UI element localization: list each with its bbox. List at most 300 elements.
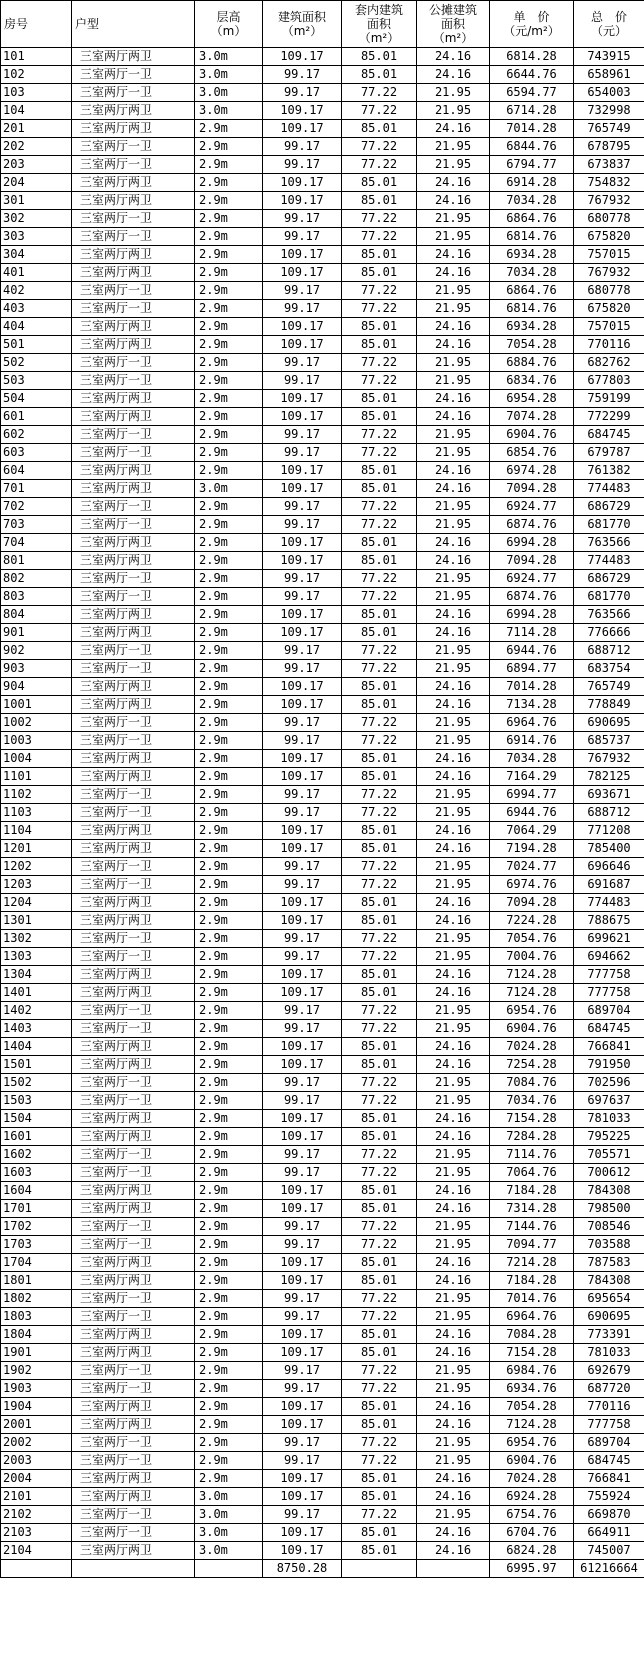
building-area-cell: 109.17 <box>263 966 342 984</box>
table-row <box>1 408 644 426</box>
table-row <box>1 1056 644 1074</box>
inner-area-cell: 85.01 <box>342 1056 417 1074</box>
total-price-cell: 682762 <box>574 354 644 372</box>
type-cell: 三室两厅两卫 <box>72 1272 195 1290</box>
building-area-cell: 99.17 <box>263 372 342 390</box>
inner-area-cell: 85.01 <box>342 462 417 480</box>
room-cell: 1601 <box>1 1128 72 1146</box>
building-area-cell: 99.17 <box>263 498 342 516</box>
table-row <box>1 1398 644 1416</box>
inner-area-cell: 77.22 <box>342 1380 417 1398</box>
inner-area-cell: 77.22 <box>342 642 417 660</box>
floor-height-cell: 2.9m <box>195 408 263 426</box>
type-cell: 三室两厅两卫 <box>72 624 195 642</box>
shared-area-cell: 24.16 <box>417 768 490 786</box>
inner-area-cell: 77.22 <box>342 1452 417 1470</box>
shared-area-cell: 21.95 <box>417 588 490 606</box>
table-row <box>1 1326 644 1344</box>
type-cell: 三室两厅两卫 <box>72 1110 195 1128</box>
table-row <box>1 210 644 228</box>
room-cell: 601 <box>1 408 72 426</box>
room-cell: 603 <box>1 444 72 462</box>
type-cell: 三室两厅一卫 <box>72 642 195 660</box>
total-inner-area-cell <box>342 1560 417 1578</box>
total-price-cell: 680778 <box>574 210 644 228</box>
building-area-cell: 99.17 <box>263 1218 342 1236</box>
table-row <box>1 1290 644 1308</box>
room-cell: 1702 <box>1 1218 72 1236</box>
total-price-cell: 781033 <box>574 1344 644 1362</box>
building-area-cell: 99.17 <box>263 444 342 462</box>
table-row <box>1 1020 644 1038</box>
type-cell: 三室两厅两卫 <box>72 390 195 408</box>
type-cell: 三室两厅两卫 <box>72 822 195 840</box>
shared-area-cell: 24.16 <box>417 534 490 552</box>
type-cell: 三室两厅一卫 <box>72 1092 195 1110</box>
unit-price-cell: 6874.76 <box>490 588 574 606</box>
room-cell: 102 <box>1 66 72 84</box>
unit-price-cell: 7034.28 <box>490 192 574 210</box>
unit-price-cell: 6714.28 <box>490 102 574 120</box>
shared-area-cell: 24.16 <box>417 606 490 624</box>
unit-price-cell: 6954.76 <box>490 1434 574 1452</box>
total-price-cell: 705571 <box>574 1146 644 1164</box>
table-row <box>1 48 644 66</box>
table-row <box>1 912 644 930</box>
room-cell: 203 <box>1 156 72 174</box>
table-row <box>1 840 644 858</box>
unit-price-cell: 6944.76 <box>490 804 574 822</box>
unit-price-cell: 7094.77 <box>490 1236 574 1254</box>
type-cell: 三室两厅一卫 <box>72 1308 195 1326</box>
building-area-cell: 109.17 <box>263 462 342 480</box>
inner-area-cell: 85.01 <box>342 1200 417 1218</box>
inner-area-cell: 85.01 <box>342 1398 417 1416</box>
shared-area-cell: 21.95 <box>417 84 490 102</box>
inner-area-cell: 77.22 <box>342 1434 417 1452</box>
room-cell: 2004 <box>1 1470 72 1488</box>
room-cell: 903 <box>1 660 72 678</box>
table-row <box>1 786 644 804</box>
building-area-cell: 109.17 <box>263 678 342 696</box>
unit-price-cell: 7034.28 <box>490 264 574 282</box>
table-row <box>1 678 644 696</box>
room-cell: 1403 <box>1 1020 72 1038</box>
inner-area-cell: 85.01 <box>342 1542 417 1560</box>
room-cell: 403 <box>1 300 72 318</box>
type-cell: 三室两厅一卫 <box>72 1434 195 1452</box>
total-price-cell: 798500 <box>574 1200 644 1218</box>
total-price-cell: 774483 <box>574 552 644 570</box>
shared-area-cell: 21.95 <box>417 1290 490 1308</box>
type-cell: 三室两厅两卫 <box>72 1056 195 1074</box>
inner-area-cell: 77.22 <box>342 138 417 156</box>
floor-height-cell: 2.9m <box>195 1362 263 1380</box>
floor-height-cell: 2.9m <box>195 606 263 624</box>
room-cell: 2002 <box>1 1434 72 1452</box>
floor-height-cell: 3.0m <box>195 1506 263 1524</box>
table-row <box>1 462 644 480</box>
shared-area-cell: 24.16 <box>417 696 490 714</box>
shared-area-cell: 24.16 <box>417 1038 490 1056</box>
unit-price-cell: 7094.28 <box>490 894 574 912</box>
table-row <box>1 426 644 444</box>
shared-area-cell: 21.95 <box>417 858 490 876</box>
building-area-cell: 99.17 <box>263 1002 342 1020</box>
building-area-cell: 99.17 <box>263 138 342 156</box>
building-area-cell: 99.17 <box>263 948 342 966</box>
room-cell: 2102 <box>1 1506 72 1524</box>
room-cell: 1804 <box>1 1326 72 1344</box>
table-row <box>1 156 644 174</box>
floor-height-cell: 2.9m <box>195 1416 263 1434</box>
inner-area-cell: 77.22 <box>342 732 417 750</box>
table-row <box>1 984 644 1002</box>
total-price-cell: 754832 <box>574 174 644 192</box>
inner-area-cell: 85.01 <box>342 1272 417 1290</box>
building-area-cell: 99.17 <box>263 786 342 804</box>
type-cell: 三室两厅两卫 <box>72 1182 195 1200</box>
table-row <box>1 1416 644 1434</box>
room-cell: 1404 <box>1 1038 72 1056</box>
unit-price-cell: 6974.28 <box>490 462 574 480</box>
room-cell: 2103 <box>1 1524 72 1542</box>
type-cell: 三室两厅一卫 <box>72 1290 195 1308</box>
room-cell: 804 <box>1 606 72 624</box>
shared-area-cell: 21.95 <box>417 876 490 894</box>
shared-area-cell: 24.16 <box>417 1344 490 1362</box>
total-price-cell: 755924 <box>574 1488 644 1506</box>
inner-area-cell: 77.22 <box>342 1074 417 1092</box>
room-cell: 1004 <box>1 750 72 768</box>
shared-area-cell: 24.16 <box>417 1056 490 1074</box>
room-cell: 1901 <box>1 1344 72 1362</box>
table-row <box>1 84 644 102</box>
building-area-cell: 109.17 <box>263 1488 342 1506</box>
building-area-cell: 109.17 <box>263 822 342 840</box>
total-unit-price-cell: 6995.97 <box>490 1560 574 1578</box>
type-cell: 三室两厅两卫 <box>72 408 195 426</box>
shared-area-cell: 21.95 <box>417 948 490 966</box>
building-area-cell: 109.17 <box>263 696 342 714</box>
total-total-price-cell: 61216664 <box>574 1560 644 1578</box>
floor-height-cell: 2.9m <box>195 570 263 588</box>
inner-area-cell: 85.01 <box>342 750 417 768</box>
type-cell: 三室两厅两卫 <box>72 1200 195 1218</box>
type-cell: 三室两厅一卫 <box>72 1452 195 1470</box>
total-price-cell: 689704 <box>574 1434 644 1452</box>
shared-area-cell: 24.16 <box>417 408 490 426</box>
table-row <box>1 714 644 732</box>
building-area-cell: 99.17 <box>263 228 342 246</box>
table-row <box>1 570 644 588</box>
type-cell: 三室两厅一卫 <box>72 876 195 894</box>
table-row <box>1 1200 644 1218</box>
table-row <box>1 1110 644 1128</box>
inner-area-cell: 77.22 <box>342 1236 417 1254</box>
floor-height-cell: 2.9m <box>195 552 263 570</box>
type-cell: 三室两厅一卫 <box>72 1164 195 1182</box>
table-row <box>1 246 644 264</box>
total-price-cell: 673837 <box>574 156 644 174</box>
floor-height-cell: 2.9m <box>195 1326 263 1344</box>
shared-area-cell: 21.95 <box>417 444 490 462</box>
unit-price-cell: 6934.28 <box>490 318 574 336</box>
unit-price-cell: 6894.77 <box>490 660 574 678</box>
header-inner-area: 套内建筑 面积 （m²） <box>342 1 417 48</box>
inner-area-cell: 77.22 <box>342 1002 417 1020</box>
table-row <box>1 1254 644 1272</box>
unit-price-cell: 6704.76 <box>490 1524 574 1542</box>
floor-height-cell: 2.9m <box>195 1002 263 1020</box>
inner-area-cell: 85.01 <box>342 480 417 498</box>
table-row <box>1 894 644 912</box>
inner-area-cell: 77.22 <box>342 1308 417 1326</box>
inner-area-cell: 77.22 <box>342 1020 417 1038</box>
type-cell: 三室两厅一卫 <box>72 1380 195 1398</box>
room-cell: 1304 <box>1 966 72 984</box>
table-row <box>1 1038 644 1056</box>
shared-area-cell: 21.95 <box>417 372 490 390</box>
room-cell: 1003 <box>1 732 72 750</box>
floor-height-cell: 3.0m <box>195 48 263 66</box>
total-price-cell: 700612 <box>574 1164 644 1182</box>
table-row <box>1 930 644 948</box>
inner-area-cell: 77.22 <box>342 84 417 102</box>
type-cell: 三室两厅两卫 <box>72 984 195 1002</box>
unit-price-cell: 7054.76 <box>490 930 574 948</box>
building-area-cell: 99.17 <box>263 1380 342 1398</box>
building-area-cell: 99.17 <box>263 1290 342 1308</box>
total-price-cell: 759199 <box>574 390 644 408</box>
room-cell: 1502 <box>1 1074 72 1092</box>
shared-area-cell: 24.16 <box>417 1398 490 1416</box>
total-price-cell: 763566 <box>574 606 644 624</box>
unit-price-cell: 7224.28 <box>490 912 574 930</box>
unit-price-cell: 7194.28 <box>490 840 574 858</box>
unit-price-cell: 7154.28 <box>490 1344 574 1362</box>
unit-price-cell: 7134.28 <box>490 696 574 714</box>
floor-height-cell: 2.9m <box>195 696 263 714</box>
room-cell: 1802 <box>1 1290 72 1308</box>
unit-price-cell: 7024.28 <box>490 1470 574 1488</box>
shared-area-cell: 21.95 <box>417 1434 490 1452</box>
shared-area-cell: 21.95 <box>417 1452 490 1470</box>
type-cell: 三室两厅两卫 <box>72 552 195 570</box>
total-room-cell <box>1 1560 72 1578</box>
inner-area-cell: 85.01 <box>342 1326 417 1344</box>
building-area-cell: 99.17 <box>263 1074 342 1092</box>
building-area-cell: 99.17 <box>263 1434 342 1452</box>
inner-area-cell: 85.01 <box>342 552 417 570</box>
total-price-cell: 776666 <box>574 624 644 642</box>
room-cell: 201 <box>1 120 72 138</box>
floor-height-cell: 3.0m <box>195 1524 263 1542</box>
building-area-cell: 109.17 <box>263 120 342 138</box>
table-row <box>1 354 644 372</box>
floor-height-cell: 2.9m <box>195 264 263 282</box>
unit-price-cell: 6754.76 <box>490 1506 574 1524</box>
table-row <box>1 264 644 282</box>
shared-area-cell: 24.16 <box>417 822 490 840</box>
unit-price-cell: 7214.28 <box>490 1254 574 1272</box>
shared-area-cell: 24.16 <box>417 462 490 480</box>
table-row <box>1 120 644 138</box>
inner-area-cell: 77.22 <box>342 210 417 228</box>
total-price-cell: 761382 <box>574 462 644 480</box>
shared-area-cell: 21.95 <box>417 1218 490 1236</box>
shared-area-cell: 24.16 <box>417 336 490 354</box>
table-row <box>1 516 644 534</box>
shared-area-cell: 21.95 <box>417 660 490 678</box>
total-price-cell: 767932 <box>574 750 644 768</box>
type-cell: 三室两厅一卫 <box>72 1146 195 1164</box>
shared-area-cell: 21.95 <box>417 1002 490 1020</box>
building-area-cell: 99.17 <box>263 1092 342 1110</box>
floor-height-cell: 2.9m <box>195 1092 263 1110</box>
unit-price-cell: 7284.28 <box>490 1128 574 1146</box>
room-cell: 1504 <box>1 1110 72 1128</box>
unit-price-cell: 6594.77 <box>490 84 574 102</box>
total-price-cell: 654003 <box>574 84 644 102</box>
type-cell: 三室两厅两卫 <box>72 534 195 552</box>
unit-price-cell: 7124.28 <box>490 966 574 984</box>
header-shared-area: 公摊建筑 面积 （m²） <box>417 1 490 48</box>
total-price-cell: 694662 <box>574 948 644 966</box>
shared-area-cell: 21.95 <box>417 804 490 822</box>
building-area-cell: 99.17 <box>263 282 342 300</box>
shared-area-cell: 21.95 <box>417 714 490 732</box>
shared-area-cell: 21.95 <box>417 1506 490 1524</box>
building-area-cell: 109.17 <box>263 480 342 498</box>
floor-height-cell: 2.9m <box>195 714 263 732</box>
floor-height-cell: 2.9m <box>195 192 263 210</box>
building-area-cell: 109.17 <box>263 912 342 930</box>
building-area-cell: 109.17 <box>263 102 342 120</box>
building-area-cell: 109.17 <box>263 894 342 912</box>
unit-price-cell: 6964.76 <box>490 1308 574 1326</box>
shared-area-cell: 24.16 <box>417 624 490 642</box>
unit-price-cell: 6814.76 <box>490 228 574 246</box>
building-area-cell: 99.17 <box>263 732 342 750</box>
unit-price-cell: 7034.28 <box>490 750 574 768</box>
room-cell: 701 <box>1 480 72 498</box>
unit-price-cell: 6914.28 <box>490 174 574 192</box>
inner-area-cell: 85.01 <box>342 1128 417 1146</box>
shared-area-cell: 24.16 <box>417 750 490 768</box>
inner-area-cell: 77.22 <box>342 804 417 822</box>
total-price-cell: 692679 <box>574 1362 644 1380</box>
type-cell: 三室两厅一卫 <box>72 570 195 588</box>
floor-height-cell: 2.9m <box>195 876 263 894</box>
room-cell: 301 <box>1 192 72 210</box>
building-area-cell: 99.17 <box>263 1020 342 1038</box>
building-area-cell: 109.17 <box>263 390 342 408</box>
floor-height-cell: 2.9m <box>195 156 263 174</box>
room-cell: 202 <box>1 138 72 156</box>
floor-height-cell: 3.0m <box>195 66 263 84</box>
room-cell: 1301 <box>1 912 72 930</box>
floor-height-cell: 2.9m <box>195 354 263 372</box>
unit-price-cell: 7164.29 <box>490 768 574 786</box>
floor-height-cell: 2.9m <box>195 282 263 300</box>
inner-area-cell: 85.01 <box>342 48 417 66</box>
total-price-cell: 774483 <box>574 480 644 498</box>
total-price-cell: 766841 <box>574 1038 644 1056</box>
building-area-cell: 99.17 <box>263 1236 342 1254</box>
unit-price-cell: 7084.28 <box>490 1326 574 1344</box>
floor-height-cell: 2.9m <box>195 1254 263 1272</box>
floor-height-cell: 3.0m <box>195 480 263 498</box>
building-area-cell: 109.17 <box>263 984 342 1002</box>
table-row <box>1 588 644 606</box>
unit-price-cell: 7144.76 <box>490 1218 574 1236</box>
room-cell: 901 <box>1 624 72 642</box>
unit-price-cell: 6924.77 <box>490 570 574 588</box>
unit-price-cell: 7084.76 <box>490 1074 574 1092</box>
shared-area-cell: 24.16 <box>417 1542 490 1560</box>
inner-area-cell: 85.01 <box>342 1470 417 1488</box>
total-price-cell: 743915 <box>574 48 644 66</box>
totals-row <box>1 1560 644 1578</box>
total-price-cell: 745007 <box>574 1542 644 1560</box>
total-price-cell: 770116 <box>574 1398 644 1416</box>
unit-price-cell: 7054.28 <box>490 1398 574 1416</box>
table-row <box>1 1092 644 1110</box>
type-cell: 三室两厅一卫 <box>72 786 195 804</box>
shared-area-cell: 21.95 <box>417 1308 490 1326</box>
total-price-cell: 675820 <box>574 300 644 318</box>
unit-price-cell: 6874.76 <box>490 516 574 534</box>
floor-height-cell: 2.9m <box>195 966 263 984</box>
total-price-cell: 677803 <box>574 372 644 390</box>
total-price-cell: 777758 <box>574 984 644 1002</box>
shared-area-cell: 24.16 <box>417 192 490 210</box>
inner-area-cell: 77.22 <box>342 300 417 318</box>
room-cell: 204 <box>1 174 72 192</box>
building-area-cell: 109.17 <box>263 1524 342 1542</box>
table-row <box>1 1380 644 1398</box>
building-area-cell: 109.17 <box>263 1182 342 1200</box>
table-row <box>1 1146 644 1164</box>
shared-area-cell: 21.95 <box>417 570 490 588</box>
building-area-cell: 109.17 <box>263 840 342 858</box>
total-price-cell: 679787 <box>574 444 644 462</box>
total-price-cell: 772299 <box>574 408 644 426</box>
total-price-cell: 664911 <box>574 1524 644 1542</box>
total-price-cell: 785400 <box>574 840 644 858</box>
type-cell: 三室两厅两卫 <box>72 192 195 210</box>
unit-price-cell: 7094.28 <box>490 480 574 498</box>
type-cell: 三室两厅两卫 <box>72 120 195 138</box>
unit-price-cell: 7024.28 <box>490 1038 574 1056</box>
table-row <box>1 336 644 354</box>
table-row <box>1 642 644 660</box>
room-cell: 702 <box>1 498 72 516</box>
room-cell: 2003 <box>1 1452 72 1470</box>
floor-height-cell: 2.9m <box>195 948 263 966</box>
shared-area-cell: 21.95 <box>417 354 490 372</box>
table-row <box>1 660 644 678</box>
floor-height-cell: 2.9m <box>195 1110 263 1128</box>
building-area-cell: 99.17 <box>263 426 342 444</box>
building-area-cell: 109.17 <box>263 1128 342 1146</box>
unit-price-cell: 7124.28 <box>490 1416 574 1434</box>
shared-area-cell: 24.16 <box>417 66 490 84</box>
inner-area-cell: 85.01 <box>342 912 417 930</box>
total-price-cell: 703588 <box>574 1236 644 1254</box>
floor-height-cell: 2.9m <box>195 1182 263 1200</box>
